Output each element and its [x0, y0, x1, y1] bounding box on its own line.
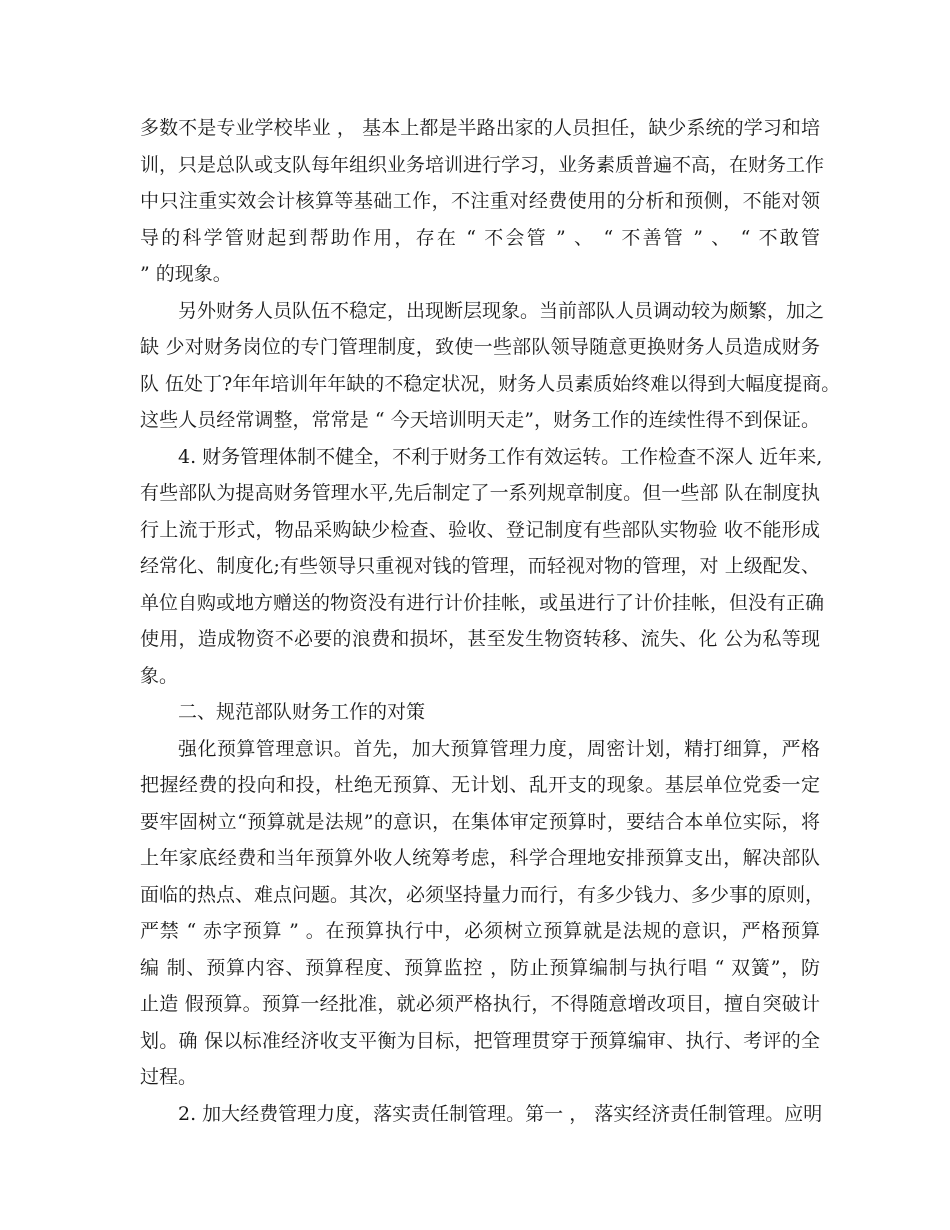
text-line: 止造 假预算。预算一经批准，就必须严格执行，不得随意增改项目，擅自突破计	[140, 993, 820, 1015]
text-line: 这些人员经常调整，常常是 “ 今天培训明天走”，财务工作的连续性得不到保证。	[140, 409, 820, 431]
text-line: 要牢固树立“预算就是法规”的意识，在集体审定预算时，要结合本单位实际，将	[140, 811, 820, 833]
text-line: 2. 加大经费管理力度，落实责任制管理。第一 ， 落实经济责任制管理。应明	[178, 1103, 823, 1125]
text-line: 过程。	[140, 1066, 198, 1088]
text-line: 划。确 保以标准经济收支平衡为目标，把管理贯穿于预算编审、执行、考评的全	[140, 1030, 820, 1052]
text-line: 面临的热点、难点问题。其次，必须坚持量力而行，有多少钱力、多少事的原则，	[140, 884, 825, 906]
text-line: 有些部队为提高财务管理水平,先后制定了一系列规章制度。但一些部 队在制度执	[140, 482, 820, 504]
text-line: 把握经费的投向和投，杜绝无预算、无计划、乱开支的现象。基层单位党委一定	[140, 774, 820, 796]
text-line: 上年家底经费和当年预算外收人统筹考虑，科学合理地安排预算支出，解决部队	[140, 847, 820, 869]
text-line: 4. 财务管理体制不健全，不利于财务工作有效运转。工作检查不深人 近年来,	[178, 446, 823, 468]
text-line: 多数不是专业学校毕业 ， 基本上都是半路出家的人员担任，缺少系统的学习和培	[140, 117, 820, 139]
text-line: 队 伍处丁?年年培训年年缺的不稳定状况，财务人员素质始终难以得到大幅度提商。	[140, 373, 841, 395]
text-line: 中只注重实效会计核算等基础工作，不注重对经费使用的分析和预侧，不能对领	[140, 190, 820, 212]
text-line: ” 的现象。	[140, 263, 232, 285]
text-line: 强化预算管理意识。首先，加大预算管理力度，周密计划，精打细算，严格	[178, 738, 820, 760]
section-heading: 二、规范部队财务工作的对策	[178, 701, 426, 723]
text-line: 严禁 “ 赤字预算 ” 。在预算执行中，必须树立预算就是法规的意识，严格预算	[140, 920, 820, 942]
text-line: 编 制、预算内容、预算程度、预算监控 ，防止预算编制与执行唱 “ 双簧”，防	[140, 957, 820, 979]
text-line: 使用，造成物资不必要的浪费和损坏，甚至发生物资转移、流失、化 公为私等现	[140, 628, 820, 650]
text-line: 训，只是总队或支队每年组织业务培训进行学习，业务素质普遍不高，在财务工作	[140, 154, 825, 176]
text-line: 导的科学管财起到帮助作用，存在 “ 不会管 ” 、 “ 不善管 ” 、 “ 不敢管	[140, 227, 820, 249]
text-line: 经常化、制度化;有些领导只重视对钱的管理，而轻视对物的管理，对 上级配发、	[140, 555, 820, 577]
text-line: 另外财务人员队伍不稳定，出现断层现象。当前部队人员调动较为颇繁，加之	[178, 300, 825, 322]
text-line: 行上流于形式，物品采购缺少检查、验收、登记制度有些部队实物验 收不能形成	[140, 519, 820, 541]
text-line: 缺 少对财务岗位的专门管理制度，致使一些部队领导随意更换财务人员造成财务	[140, 336, 820, 358]
text-line: 单位自购或地方赠送的物资没有进行计价挂帐，或虽进行了计价挂帐，但没有正确	[140, 592, 825, 614]
text-line: 象。	[140, 665, 179, 687]
